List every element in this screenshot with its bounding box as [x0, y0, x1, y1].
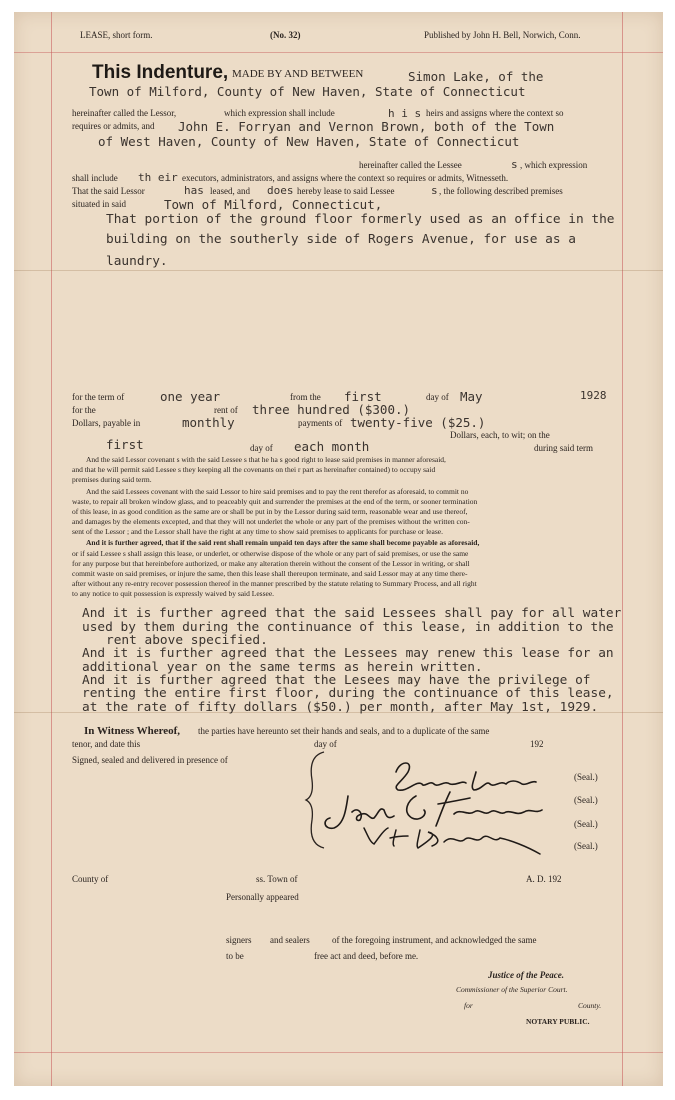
fine-print-line: and damages by the elements excepted, and that they will not underlet the whole or any part of the premises without the written con-	[72, 517, 470, 526]
called-lessee: hereinafter called the Lessee	[359, 160, 462, 170]
their-pronoun: th eir	[138, 171, 178, 184]
signature-john-forryan	[325, 792, 542, 828]
has-verb: has	[184, 184, 204, 197]
requires-clause: requires or admits, and	[72, 121, 155, 131]
commissioner-label: Commissioner of the Superior Court.	[456, 985, 568, 994]
fold-line	[14, 270, 663, 271]
additional-line: And it is further agreed that the Lesees may have the privilege of	[82, 673, 591, 688]
signed-sealed-label: Signed, sealed and delivered in presence of	[72, 755, 228, 765]
right-margin-rule	[622, 12, 623, 1086]
witness-day-of: day of	[314, 739, 337, 749]
form-number: (No. 32)	[270, 30, 301, 40]
signatures	[304, 750, 544, 860]
lessees-address: of West Haven, County of New Haven, State of Connecticut	[98, 134, 520, 149]
fine-print-line: And the said Lessees covenant with the said Lessor to hire said premises and to pay the rent therefor as aforesaid, to commit no	[86, 487, 469, 496]
publisher: Published by John H. Bell, Norwich, Conn.	[424, 30, 581, 40]
premises-line-1: That portion of the ground floor formerly used as an office in the	[106, 212, 615, 227]
additional-line: And it is further agreed that the Lessees may renew this lease for an	[82, 646, 614, 661]
his-pronoun: h i s	[388, 107, 422, 120]
additional-line: used by them during the continuance of this lease, in addition to the	[82, 620, 614, 635]
fine-print-line: And it is further agreed, that if the said rent shall remain unpaid ten days after the same shall become payable as aforesaid,	[86, 538, 480, 547]
witness-year: 192	[530, 739, 544, 749]
rent-of-label: rent of	[214, 405, 238, 415]
left-margin-rule	[51, 12, 52, 1086]
fine-print-line: after without any re-entry recover possession thereof in the manner prescribed by the statute relating to Summary Process, and all right	[72, 579, 477, 588]
each-month-value: each month	[294, 439, 370, 454]
for-label: for	[464, 1001, 473, 1010]
dollars-each-label: Dollars, each, to wit; on the	[450, 430, 550, 440]
from-the-label: from the	[290, 392, 321, 402]
lessor-name: Simon Lake, of the	[408, 69, 544, 84]
term-value: one year	[160, 389, 221, 404]
from-value: first	[344, 389, 382, 404]
does-verb: does	[267, 184, 294, 197]
lessee-plural: s	[511, 158, 518, 171]
payment-value: twenty-five ($25.)	[350, 415, 486, 430]
premises-line-3: laundry.	[106, 254, 168, 269]
shall-include: shall include	[72, 173, 118, 183]
county-of-label: County of	[72, 874, 109, 884]
free-act-label: free act and deed, before me.	[314, 951, 419, 961]
bottom-rule	[14, 1052, 663, 1053]
document-title: This Indenture,	[92, 62, 229, 83]
fine-print-line: commit waste on said premises, or injure the same, then this lease shall thereupon terminate, and said Lessor may at any time there-	[72, 569, 468, 578]
town-location: Town of Milford, Connecticut,	[164, 197, 383, 212]
seal-4: (Seal.)	[574, 841, 598, 851]
expression-include: which expression shall include	[224, 108, 335, 118]
fine-print-line: premises during said term.	[72, 475, 152, 484]
hereby-lease: hereby lease to said Lessee	[297, 186, 395, 196]
fine-print-line: waste, to repair all broken window glass, and to peaceably quit and surrender the premises at the end of the term, or sooner termination	[72, 497, 478, 506]
leased-and: leased, and	[210, 186, 250, 196]
fine-print-line: and that he will permit said Lessee s they keeping all the covenants on thei r part as hereinafter contained) to occupy said	[72, 465, 436, 474]
additional-line: additional year on the same terms as herein written.	[82, 660, 483, 675]
first-day-value: first	[106, 437, 144, 452]
signature-simon-lake	[396, 763, 536, 790]
additional-line: And it is further agreed that the said Lessees shall pay for all water	[82, 606, 622, 621]
ss-town-label: ss. Town of	[256, 874, 298, 884]
made-by-label: MADE BY AND BETWEEN	[232, 68, 364, 80]
fine-print-line: And the said Lessor covenant s with the said Lessee s that he ha s good right to lease said premises in manner aforesaid,	[86, 455, 446, 464]
lease-document	[14, 12, 663, 1086]
following-premises: , the following described premises	[439, 186, 563, 196]
lessor-address: Town of Milford, County of New Haven, State of Connecticut	[89, 84, 526, 99]
additional-line: renting the entire first floor, during the continuance of this lease,	[82, 686, 614, 701]
top-rule	[14, 52, 663, 53]
witness-heading: In Witness Whereof,	[84, 725, 181, 737]
to-be-label: to be	[226, 951, 244, 961]
signature-v-brown	[364, 828, 540, 854]
additional-line: rent above specified.	[106, 633, 268, 648]
personally-appeared: Personally appeared	[226, 892, 299, 902]
witness-text: the parties have hereunto set their hands and seals, and to a duplicate of the same	[198, 726, 490, 736]
fine-print-line: to any notice to quit possession is expressly waived by said Lessee.	[72, 589, 275, 598]
payable-value: monthly	[182, 415, 235, 430]
term-of-label: for the term of	[72, 392, 125, 402]
additional-line: at the rate of fifty dollars ($50.) per month, after May 1st, 1929.	[82, 700, 599, 715]
fine-print-line: or if said Lessee s shall assign this lease, or underlet, or otherwise dispose of the whole or any part of said premises, or use the same	[72, 549, 469, 558]
day-of-label: day of	[426, 392, 449, 402]
rent-value: three hundred ($300.)	[252, 402, 411, 417]
seal-1: (Seal.)	[574, 772, 598, 782]
county-label: County.	[578, 1001, 602, 1010]
for-the-label: for the	[72, 405, 96, 415]
and-sealers-label: and sealers	[270, 935, 310, 945]
payments-of-label: payments of	[298, 418, 343, 428]
fine-print-line: of this lease, in as good condition as the same are or shall be put in by the Lessor during said term, reasonable wear and use thereof,	[72, 507, 468, 516]
fine-print-line: for any purpose but that hereinbefore authorized, or make any alteration therein without the consent of the Lessor in writing, or shall	[72, 559, 470, 568]
month-value: May	[460, 389, 483, 404]
called-lessor: hereinafter called the Lessor,	[72, 108, 177, 118]
heirs-clause: heirs and assigns where the context so	[426, 108, 564, 118]
which-expression: , which expression	[520, 160, 588, 170]
fine-print-line: sent of the Lessor ; and the Lessor shall have the right at any time to show said premises to applicants for purchase or lease.	[72, 527, 443, 536]
dollars-payable-label: Dollars, payable in	[72, 418, 141, 428]
seal-2: (Seal.)	[574, 795, 598, 805]
foregoing-instrument: of the foregoing instrument, and acknowledged the same	[332, 935, 537, 945]
day-of-label-2: day of	[250, 443, 273, 453]
premises-line-2: building on the southerly side of Rogers Avenue, for use as a	[106, 232, 576, 247]
ad-year-label: A. D. 192	[526, 874, 562, 884]
notary-label: NOTARY PUBLIC.	[526, 1017, 590, 1026]
justice-label: Justice of the Peace.	[488, 970, 564, 980]
that-lessor: That the said Lessor	[72, 186, 145, 196]
year-value: 1928	[580, 389, 607, 402]
executors-clause: executors, administrators, and assigns where the context so requires or admits, Witnesseth.	[182, 173, 509, 183]
during-term-label: during said term	[534, 443, 593, 453]
seal-3: (Seal.)	[574, 819, 598, 829]
signers-label: signers	[226, 935, 252, 945]
form-label: LEASE, short form.	[80, 30, 153, 40]
tenor-date: tenor, and date this	[72, 739, 141, 749]
lessees-names: John E. Forryan and Vernon Brown, both of the Town	[178, 119, 555, 134]
situated-in: situated in said	[72, 199, 126, 209]
lessee-plural-2: s	[431, 184, 438, 197]
